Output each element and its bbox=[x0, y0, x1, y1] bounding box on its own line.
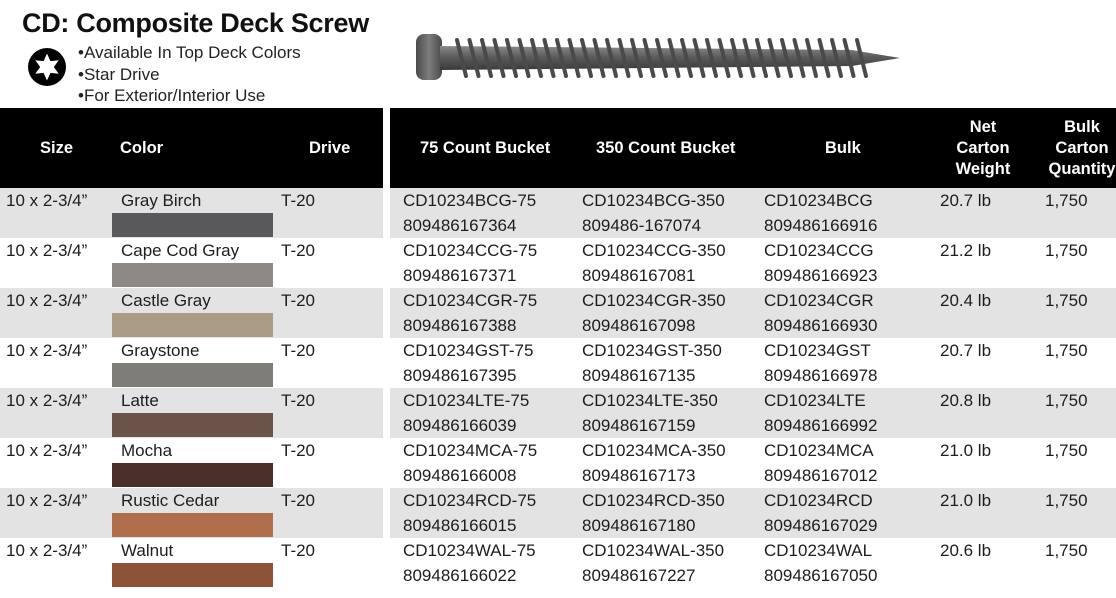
size-cell: 10 x 2-3/4” bbox=[6, 491, 88, 510]
quantity-cell: 1,750 bbox=[1045, 491, 1088, 510]
color-name: Gray Birch bbox=[121, 191, 202, 210]
bulk-cell bbox=[764, 338, 877, 388]
color-name: Cape Cod Gray bbox=[121, 241, 240, 260]
upc: 809486167388 bbox=[403, 316, 517, 335]
upc: 809486167395 bbox=[403, 366, 517, 385]
table-row bbox=[390, 288, 1116, 338]
bulk-cell bbox=[764, 388, 877, 438]
color-swatch bbox=[112, 413, 273, 437]
weight-cell: 20.8 lb bbox=[940, 391, 992, 410]
sku: CD10234RCD bbox=[764, 491, 873, 510]
table-row bbox=[0, 338, 383, 388]
column-header-drive: Drive bbox=[309, 138, 351, 157]
screw-image bbox=[412, 26, 902, 90]
sku: CD10234CGR-350 bbox=[582, 291, 726, 310]
table-row bbox=[390, 338, 1116, 388]
table-row bbox=[390, 538, 1116, 588]
sku: CD10234GST-75 bbox=[403, 341, 534, 360]
bucket350-cell bbox=[582, 538, 724, 588]
upc: 809486167173 bbox=[582, 466, 696, 485]
bucket75-cell bbox=[403, 238, 537, 288]
sku: CD10234MCA-350 bbox=[582, 441, 726, 460]
column-header-size: Size bbox=[40, 138, 74, 157]
bucket350-cell bbox=[582, 188, 725, 238]
weight-cell: 21.0 lb bbox=[940, 491, 992, 510]
drive-cell: T-20 bbox=[281, 191, 316, 210]
weight-cell: 20.7 lb bbox=[940, 191, 992, 210]
sku: CD10234WAL-350 bbox=[582, 541, 725, 560]
size-cell: 10 x 2-3/4” bbox=[6, 191, 88, 210]
color-swatch bbox=[112, 213, 273, 237]
upc: 809486167180 bbox=[582, 516, 696, 535]
weight-cell: 21.0 lb bbox=[940, 441, 992, 460]
table-header-left bbox=[0, 108, 383, 188]
header-line: Carton bbox=[1055, 138, 1109, 157]
color-swatch bbox=[112, 313, 273, 337]
sku: CD10234GST bbox=[764, 341, 871, 360]
upc: 809486167081 bbox=[582, 266, 696, 285]
quantity-cell: 1,750 bbox=[1045, 241, 1088, 260]
bucket350-cell bbox=[582, 438, 726, 488]
sku: CD10234CCG bbox=[764, 241, 874, 260]
bucket350-cell bbox=[582, 338, 722, 388]
drive-cell: T-20 bbox=[281, 491, 316, 510]
color-swatch bbox=[112, 363, 273, 387]
drive-cell: T-20 bbox=[281, 341, 316, 360]
table-row bbox=[0, 188, 383, 238]
sku: CD10234LTE-350 bbox=[582, 391, 718, 410]
table-row bbox=[0, 238, 383, 288]
size-cell: 10 x 2-3/4” bbox=[6, 341, 88, 360]
upc: 809486166978 bbox=[764, 366, 878, 385]
bucket350-cell bbox=[582, 238, 726, 288]
weight-cell: 20.7 lb bbox=[940, 341, 992, 360]
quantity-cell: 1,750 bbox=[1045, 541, 1088, 560]
size-cell: 10 x 2-3/4” bbox=[6, 541, 88, 560]
bucket350-cell bbox=[582, 488, 725, 538]
table-row bbox=[390, 488, 1116, 538]
header-line: Net bbox=[969, 117, 997, 136]
color-name: Walnut bbox=[121, 541, 174, 560]
table-header-right bbox=[390, 108, 1116, 188]
size-cell: 10 x 2-3/4” bbox=[6, 291, 88, 310]
header-line: Quantity bbox=[1048, 159, 1116, 178]
column-header-bulk: Bulk bbox=[825, 138, 861, 157]
table-row bbox=[390, 238, 1116, 288]
upc: 809486166923 bbox=[764, 266, 878, 285]
sku: CD10234LTE bbox=[764, 391, 866, 410]
bucket350-cell bbox=[582, 288, 726, 338]
table-row bbox=[0, 488, 383, 538]
upc: 809486167012 bbox=[764, 466, 878, 485]
upc: 809486167098 bbox=[582, 316, 696, 335]
upc: 809486167227 bbox=[582, 566, 696, 585]
drive-cell: T-20 bbox=[281, 241, 316, 260]
sku: CD10234BCG bbox=[764, 191, 873, 210]
sku: CD10234WAL-75 bbox=[403, 541, 536, 560]
column-header-bulk-carton-quantity bbox=[1040, 108, 1116, 188]
upc: 809486167371 bbox=[403, 266, 517, 285]
bulk-cell bbox=[764, 538, 877, 588]
column-header-net-carton-weight bbox=[928, 108, 1038, 188]
drive-cell: T-20 bbox=[281, 441, 316, 460]
feature-item: • For Exterior/Interior Use bbox=[78, 85, 301, 107]
bucket75-cell bbox=[403, 388, 529, 438]
quantity-cell: 1,750 bbox=[1045, 191, 1088, 210]
column-header-350-bucket: 350 Count Bucket bbox=[596, 138, 736, 157]
sku: CD10234BCG-350 bbox=[582, 191, 725, 210]
sku: CD10234MCA bbox=[764, 441, 874, 460]
page-title: CD: Composite Deck Screw bbox=[22, 8, 369, 38]
upc: 809486166022 bbox=[403, 566, 517, 585]
sku: CD10234BCG-75 bbox=[403, 191, 537, 210]
drive-cell: T-20 bbox=[281, 541, 316, 560]
bulk-cell bbox=[764, 238, 877, 288]
upc: 809486167029 bbox=[764, 516, 878, 535]
table-row bbox=[390, 388, 1116, 438]
sku: CD10234WAL bbox=[764, 541, 873, 560]
sku: CD10234MCA-75 bbox=[403, 441, 538, 460]
bulk-cell bbox=[764, 288, 877, 338]
sku: CD10234CGR bbox=[764, 291, 874, 310]
weight-cell: 21.2 lb bbox=[940, 241, 992, 260]
column-header-color: Color bbox=[120, 138, 164, 157]
sku: CD10234GST-350 bbox=[582, 341, 722, 360]
drive-cell: T-20 bbox=[281, 391, 316, 410]
table-row bbox=[0, 438, 383, 488]
bucket75-cell bbox=[403, 188, 536, 238]
star-drive-icon bbox=[27, 47, 67, 87]
weight-cell: 20.4 lb bbox=[940, 291, 992, 310]
bucket75-cell bbox=[403, 438, 537, 488]
bucket75-cell bbox=[403, 488, 536, 538]
upc: 809486167364 bbox=[403, 216, 517, 235]
feature-list bbox=[78, 42, 301, 107]
bulk-cell bbox=[764, 438, 877, 488]
upc: 809486166039 bbox=[403, 416, 517, 435]
quantity-cell: 1,750 bbox=[1045, 391, 1088, 410]
bucket350-cell bbox=[582, 388, 718, 438]
bulk-cell bbox=[764, 488, 877, 538]
color-swatch bbox=[112, 263, 273, 287]
header-line: Carton bbox=[956, 138, 1010, 157]
table-row bbox=[0, 288, 383, 338]
size-cell: 10 x 2-3/4” bbox=[6, 441, 88, 460]
table-row bbox=[0, 388, 383, 438]
color-name: Mocha bbox=[121, 441, 173, 460]
column-header-75-bucket: 75 Count Bucket bbox=[420, 138, 551, 157]
size-cell: 10 x 2-3/4” bbox=[6, 391, 88, 410]
quantity-cell: 1,750 bbox=[1045, 341, 1088, 360]
upc: 809486-167074 bbox=[582, 216, 702, 235]
sku: CD10234CCG-75 bbox=[403, 241, 538, 260]
color-name: Latte bbox=[121, 391, 159, 410]
sku: CD10234RCD-75 bbox=[403, 491, 537, 510]
upc: 809486166916 bbox=[764, 216, 878, 235]
table-row bbox=[390, 438, 1116, 488]
bucket75-cell bbox=[403, 288, 537, 338]
quantity-cell: 1,750 bbox=[1045, 291, 1088, 310]
color-name: Graystone bbox=[121, 341, 200, 360]
sku: CD10234LTE-75 bbox=[403, 391, 530, 410]
feature-item: • Star Drive bbox=[78, 64, 301, 86]
upc: 809486167135 bbox=[582, 366, 696, 385]
bucket75-cell bbox=[403, 338, 533, 388]
color-swatch bbox=[112, 513, 273, 537]
quantity-cell: 1,750 bbox=[1045, 441, 1088, 460]
upc: 809486167159 bbox=[582, 416, 696, 435]
upc: 809486166015 bbox=[403, 516, 517, 535]
bucket75-cell bbox=[403, 538, 536, 588]
upc: 809486166008 bbox=[403, 466, 517, 485]
table-row bbox=[0, 538, 383, 588]
upc: 809486167050 bbox=[764, 566, 878, 585]
upc: 809486166930 bbox=[764, 316, 878, 335]
color-name: Castle Gray bbox=[121, 291, 211, 310]
color-name: Rustic Cedar bbox=[121, 491, 220, 510]
bulk-cell bbox=[764, 188, 877, 238]
size-cell: 10 x 2-3/4” bbox=[6, 241, 88, 260]
weight-cell: 20.6 lb bbox=[940, 541, 992, 560]
feature-item: • Available In Top Deck Colors bbox=[78, 42, 301, 64]
drive-cell: T-20 bbox=[281, 291, 316, 310]
sku: CD10234CGR-75 bbox=[403, 291, 538, 310]
sku: CD10234CCG-350 bbox=[582, 241, 726, 260]
header-line: Weight bbox=[955, 159, 1011, 178]
color-swatch bbox=[112, 463, 273, 487]
color-swatch bbox=[112, 563, 273, 587]
upc: 809486166992 bbox=[764, 416, 878, 435]
header-line: Bulk bbox=[1064, 117, 1100, 136]
sku: CD10234RCD-350 bbox=[582, 491, 725, 510]
table-row bbox=[390, 188, 1116, 238]
